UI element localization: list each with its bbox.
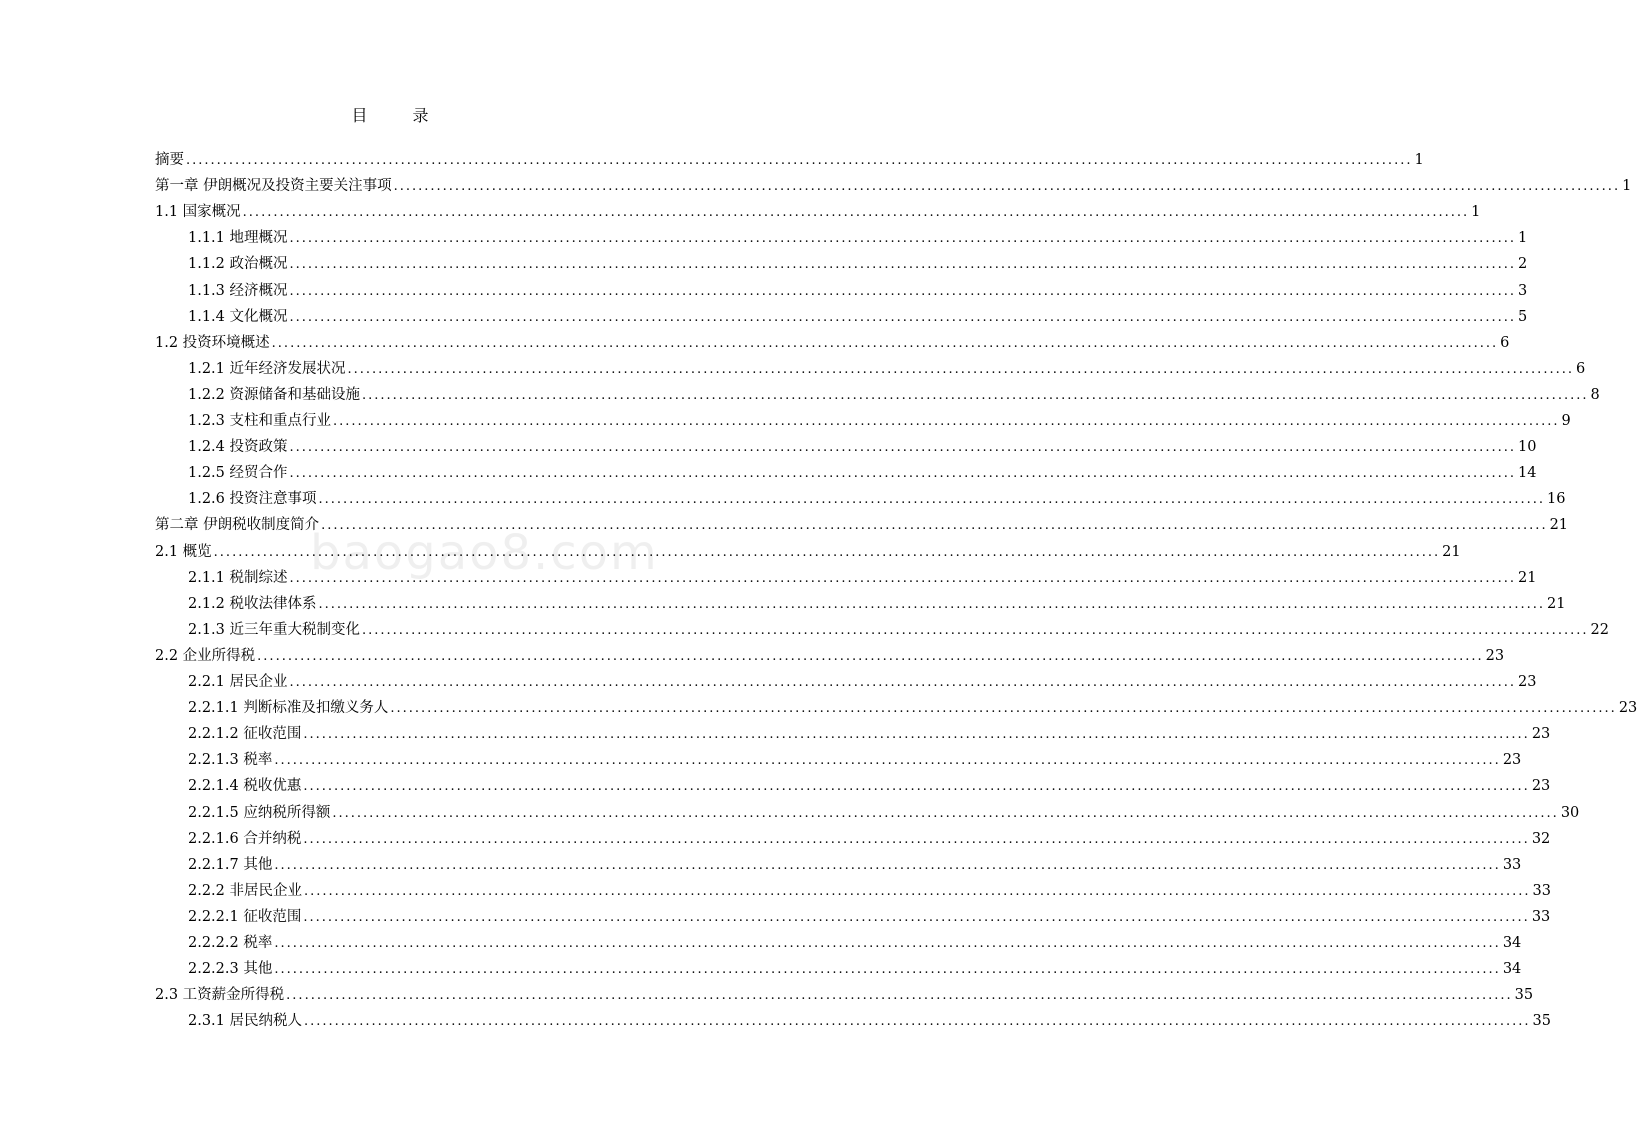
toc-dot-leader: ........................................................................................................................................................................................................: [289, 440, 1516, 456]
toc-entry[interactable]: [0, 1008, 1551, 1034]
toc-page-number: 23: [1485, 647, 1505, 664]
toc-entry[interactable]: [0, 669, 1537, 695]
toc-dot-leader: ........................................................................................................................................................................................................: [289, 309, 1516, 325]
toc-dot-leader: ........................................................................................................................................................................................................: [321, 518, 1548, 534]
toc-dot-leader: ........................................................................................................................................................................................................: [286, 988, 1513, 1004]
toc-dot-leader: ........................................................................................................................................................................................................: [274, 753, 1501, 769]
toc-entry-label: 1.1.2 政治概况: [188, 256, 288, 273]
toc-entry-label: 1.2.3 支柱和重点行业: [188, 413, 332, 429]
toc-page-number: 6: [1500, 334, 1510, 351]
toc-dot-leader: ........................................................................................................................................................................................................: [362, 387, 1589, 403]
toc-entry[interactable]: [0, 173, 1632, 199]
toc-page-number: 32: [1531, 830, 1551, 847]
toc-dot-leader: ........................................................................................................................................................................................................: [257, 648, 1484, 664]
toc-dot-leader: ........................................................................................................................................................................................................: [362, 622, 1589, 638]
toc-entry-label: 2.2.2.1 征收范围: [188, 908, 302, 925]
toc-dot-leader: ........................................................................................................................................................................................................: [274, 962, 1501, 978]
toc-entry[interactable]: [0, 695, 1637, 721]
toc-entry[interactable]: [0, 434, 1537, 460]
toc-entry[interactable]: [0, 147, 1424, 173]
toc-entry[interactable]: [0, 460, 1537, 486]
toc-entry-label: 2.2.1.1 判断标准及扣缴义务人: [188, 700, 389, 717]
toc-entry-label: 2.2.1.5 应纳税所得额: [188, 804, 331, 821]
toc-entry-label: 1.2.2 资源储备和基础设施: [188, 386, 361, 403]
toc-dot-leader: ........................................................................................................................................................................................................: [390, 701, 1617, 717]
toc-page-number: 35: [1514, 987, 1534, 1004]
toc-page-number: 16: [1546, 491, 1566, 508]
toc-entry[interactable]: [0, 956, 1522, 982]
toc-dot-leader: ........................................................................................................................................................................................................: [289, 231, 1516, 247]
toc-page-number: 14: [1517, 465, 1537, 482]
toc-entry[interactable]: [0, 904, 1551, 930]
toc-entry[interactable]: [0, 930, 1522, 956]
toc-dot-leader: ........................................................................................................................................................................................................: [303, 909, 1530, 925]
toc-entry-label: 1.2 投资环境概述: [155, 334, 270, 351]
toc-entry[interactable]: [0, 773, 1551, 799]
toc-entry-label: 1.1 国家概况: [155, 204, 241, 221]
toc-page-number: 21: [1546, 595, 1566, 612]
toc-page-number: 21: [1517, 569, 1537, 586]
toc-entry[interactable]: [0, 225, 1528, 251]
toc-entry[interactable]: [0, 486, 1566, 512]
toc-dot-leader: ........................................................................................................................................................................................................: [303, 779, 1530, 795]
toc-dot-leader: ........................................................................................................................................................................................................: [393, 179, 1621, 195]
toc-page-number: 23: [1618, 700, 1637, 717]
toc-dot-leader: ........................................................................................................................................................................................................: [318, 492, 1545, 508]
toc-dot-leader: ........................................................................................................................................................................................................: [274, 857, 1501, 873]
toc-page-number: 33: [1532, 882, 1551, 899]
toc-entry-label: 2.3.1 居民纳税人: [188, 1013, 303, 1030]
toc-dot-leader: ........................................................................................................................................................................................................: [304, 883, 1531, 899]
toc-entry-label: 摘要: [155, 152, 184, 168]
toc-entry-label: 2.1.1 税制综述: [188, 569, 288, 586]
toc-dot-leader: ........................................................................................................................................................................................................: [213, 544, 1441, 560]
toc-page-number: 1: [1622, 178, 1632, 195]
toc-dot-leader: ........................................................................................................................................................................................................: [318, 596, 1545, 612]
watermark: baogao8.com: [310, 525, 659, 581]
toc-entry-label: 第二章 伊朗税收制度简介: [155, 517, 320, 534]
toc-dot-leader: ........................................................................................................................................................................................................: [304, 1014, 1531, 1030]
toc-entry-label: 2.2.1.6 合并纳税: [188, 830, 302, 847]
toc-page-number: 23: [1531, 778, 1551, 795]
toc-page-number: 10: [1517, 439, 1537, 456]
toc-entry[interactable]: [0, 643, 1505, 669]
toc-entry-label: 2.2.2.2 税率: [188, 935, 273, 951]
toc-entry-label: 2.2.1.3 税率: [188, 752, 273, 769]
toc-entry[interactable]: [0, 826, 1551, 852]
toc-entry-label: 1.1.1 地理概况: [188, 230, 288, 247]
toc-entry-label: 1.2.1 近年经济发展状况: [188, 360, 346, 377]
toc-page-number: 1: [1471, 204, 1481, 221]
toc-page-number: 1: [1414, 152, 1424, 168]
toc-entry[interactable]: [0, 747, 1522, 773]
toc-dot-leader: ........................................................................................................................................................................................................: [274, 936, 1501, 951]
toc-dot-leader: ........................................................................................................................................................................................................: [271, 335, 1499, 351]
toc-entry[interactable]: [0, 852, 1522, 878]
toc-entry[interactable]: [0, 199, 1481, 225]
toc-dot-leader: ........................................................................................................................................................................................................: [289, 257, 1516, 273]
toc-entry-label: 2.1.2 税收法律体系: [188, 595, 317, 612]
toc-entry[interactable]: [0, 330, 1510, 356]
toc-entry[interactable]: [0, 800, 1580, 826]
toc-entry-label: 2.2.1 居民企业: [188, 674, 288, 690]
toc-entry-label: 1.1.3 经济概况: [188, 282, 288, 299]
toc-entry[interactable]: [0, 382, 1600, 408]
toc-dot-leader: ........................................................................................................................................................................................................: [303, 831, 1530, 847]
toc-entry[interactable]: [0, 591, 1566, 617]
toc-dot-leader: ........................................................................................................................................................................................................: [289, 570, 1516, 586]
toc-dot-leader: ........................................................................................................................................................................................................: [186, 153, 1413, 168]
toc-page-number: 23: [1517, 674, 1537, 690]
toc-entry[interactable]: [0, 304, 1528, 330]
toc-entry-label: 1.2.4 投资政策: [188, 439, 288, 456]
toc-page-number: 9: [1561, 413, 1571, 429]
toc-entry[interactable]: [0, 539, 1461, 565]
toc-page-number: 5: [1517, 308, 1528, 325]
toc-entry-label: 2.3 工资薪金所得税: [155, 987, 285, 1004]
toc-dot-leader: ........................................................................................................................................................................................................: [289, 466, 1516, 482]
toc-page-number: 35: [1532, 1013, 1551, 1030]
toc-page-number: 22: [1590, 621, 1609, 638]
toc-page-number: 1: [1517, 230, 1528, 247]
toc-entry-label: 1.2.6 投资注意事项: [188, 491, 317, 508]
toc-dot-leader: ........................................................................................................................................................................................................: [289, 675, 1516, 690]
toc-page-number: 21: [1549, 517, 1569, 534]
toc-dot-leader: ........................................................................................................................................................................................................: [303, 727, 1530, 743]
toc-page-number: 23: [1531, 726, 1551, 743]
toc-entry-label: 2.2.1.2 征收范围: [188, 726, 302, 743]
page-title: 目 录: [351, 106, 449, 125]
toc-entry-label: 2.2.1.7 其他: [188, 856, 273, 873]
toc-entry-label: 第一章 伊朗概况及投资主要关注事项: [155, 178, 392, 195]
toc-entry[interactable]: [0, 512, 1569, 538]
toc-entry-label: 1.2.5 经贸合作: [188, 465, 288, 482]
toc-dot-leader: ........................................................................................................................................................................................................: [332, 805, 1559, 821]
toc-page-number: 34: [1502, 961, 1522, 978]
toc-page-number: 8: [1590, 386, 1600, 403]
toc-entry[interactable]: [0, 617, 1609, 643]
toc-entry-label: 2.2 企业所得税: [155, 647, 256, 664]
toc-entry-label: 2.1.3 近三年重大税制变化: [188, 621, 361, 638]
toc-page-number: 33: [1502, 856, 1522, 873]
toc-page-number: 2: [1517, 256, 1528, 273]
toc-entry-label: 2.2.2 非居民企业: [188, 882, 303, 899]
toc-entry[interactable]: [0, 878, 1551, 904]
toc-entry[interactable]: [0, 408, 1571, 434]
toc-entry[interactable]: [0, 356, 1586, 382]
toc-page-number: 3: [1517, 282, 1528, 299]
toc-dot-leader: ........................................................................................................................................................................................................: [347, 361, 1574, 377]
toc-dot-leader: ........................................................................................................................................................................................................: [242, 205, 1470, 221]
toc-entry[interactable]: [0, 278, 1528, 304]
toc-page-number: 34: [1502, 935, 1522, 951]
toc-page-number: 30: [1560, 804, 1580, 821]
toc-entry-label: 2.2.2.3 其他: [188, 961, 273, 978]
toc-entry[interactable]: [0, 251, 1528, 277]
toc-page-number: 23: [1502, 752, 1522, 769]
toc-page-number: 6: [1575, 360, 1586, 377]
toc-dot-leader: ........................................................................................................................................................................................................: [333, 414, 1560, 429]
toc-entry-label: 2.1 概览: [155, 543, 212, 560]
toc-entry-label: 1.1.4 文化概况: [188, 308, 288, 325]
toc-entry[interactable]: [0, 565, 1537, 591]
toc-entry[interactable]: [0, 721, 1551, 747]
toc-entry-label: 2.2.1.4 税收优惠: [188, 778, 302, 795]
toc-page-number: 33: [1531, 908, 1551, 925]
toc-dot-leader: ........................................................................................................................................................................................................: [289, 283, 1516, 299]
toc-entry[interactable]: [0, 982, 1534, 1008]
toc-page-number: 21: [1442, 543, 1461, 560]
